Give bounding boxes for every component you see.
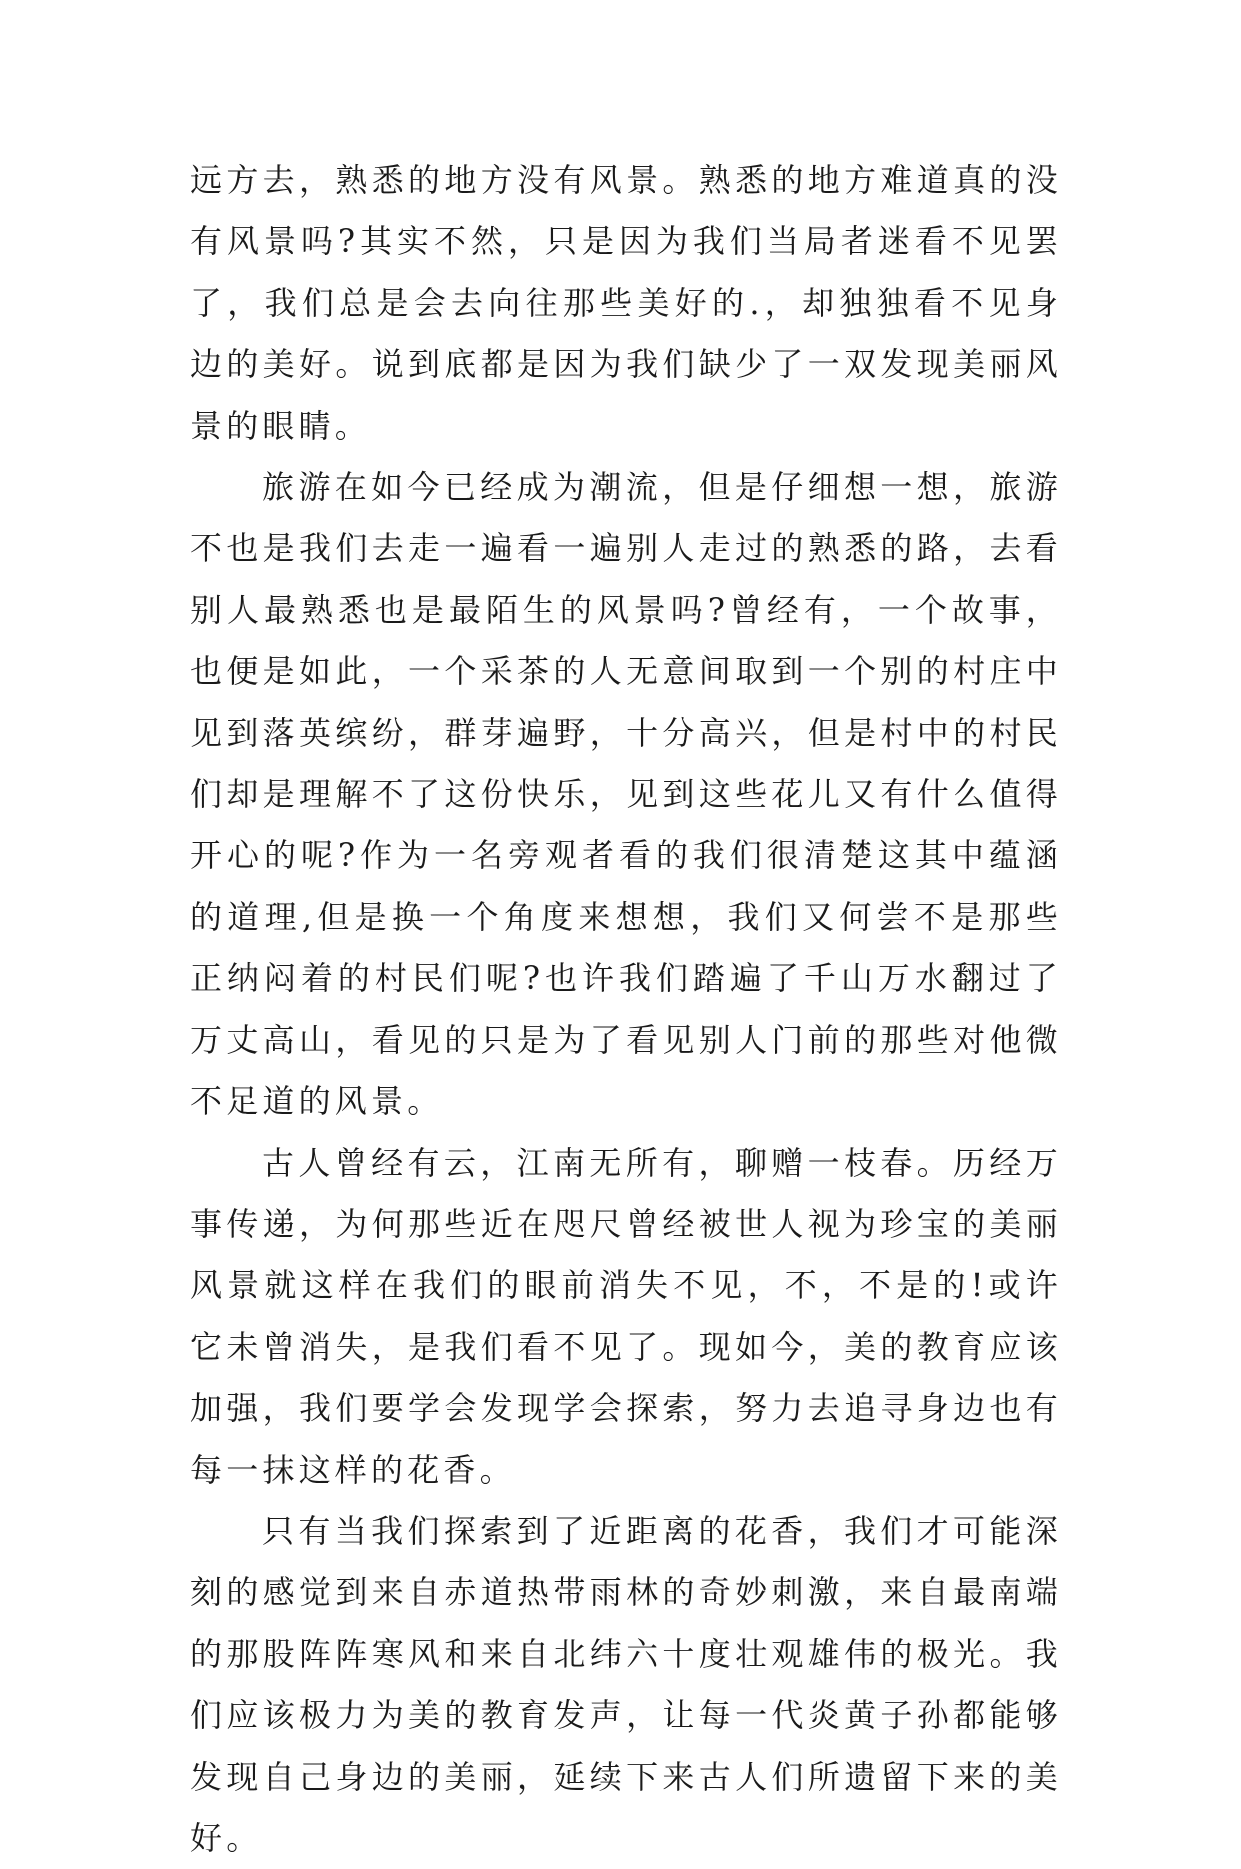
paragraph-continued: 远方去，熟悉的地方没有风景。熟悉的地方难道真的没有风景吗?其实不然，只是因为我们当局者迷看不见罢了，我们总是会去向往那些美好的.，却独独看不见身边的美好。说到底都是因为我们缺少了一双发现美丽风景的眼睛。 [190, 161, 1062, 445]
paragraph-ancients: 古人曾经有云，江南无所有，聊赠一枝春。历经万事传递，为何那些近在咫尺曾经被世人视为珍宝的美丽风景就这样在我们的眼前消失不见，不，不是的!或许它未曾消失，是我们看不见了。现如今，美的教育应该加强，我们要学会发现学会探索，努力去追寻身边也有每一抹这样的花香。 [190, 1143, 1062, 1489]
paragraph-conclusion: 只有当我们探索到了近距离的花香，我们才可能深刻的感觉到来自赤道热带雨林的奇妙刺激，来自最南端的那股阵阵寒风和来自北纬六十度壮观雄伟的极光。我们应该极力为美的教育发声，让每一代炎黄子孙都能够发现自己身边的美丽，延续下来古人们所遗留下来的美好。 [190, 1511, 1062, 1857]
paragraph-travel: 旅游在如今已经成为潮流，但是仔细想一想，旅游不也是我们去走一遍看一遍别人走过的熟悉的路，去看别人最熟悉也是最陌生的风景吗?曾经有，一个故事，也便是如此，一个采茶的人无意间取到一个别的村庄中见到落英缤纷，群芽遍野，十分高兴，但是村中的村民们却是理解不了这份快乐，见到这些花儿又有什么值得开心的呢?作为一名旁观者看的我们很清楚这其中蕴涵的道理,但是换一个角度来想想，我们又何尝不是那些正纳闷着的村民们呢?也许我们踏遍了千山万水翻过了万丈高山，看见的只是为了看见别人门前的那些对他微不足道的风景。 [190, 468, 1062, 1121]
document-body [190, 150, 1062, 1869]
